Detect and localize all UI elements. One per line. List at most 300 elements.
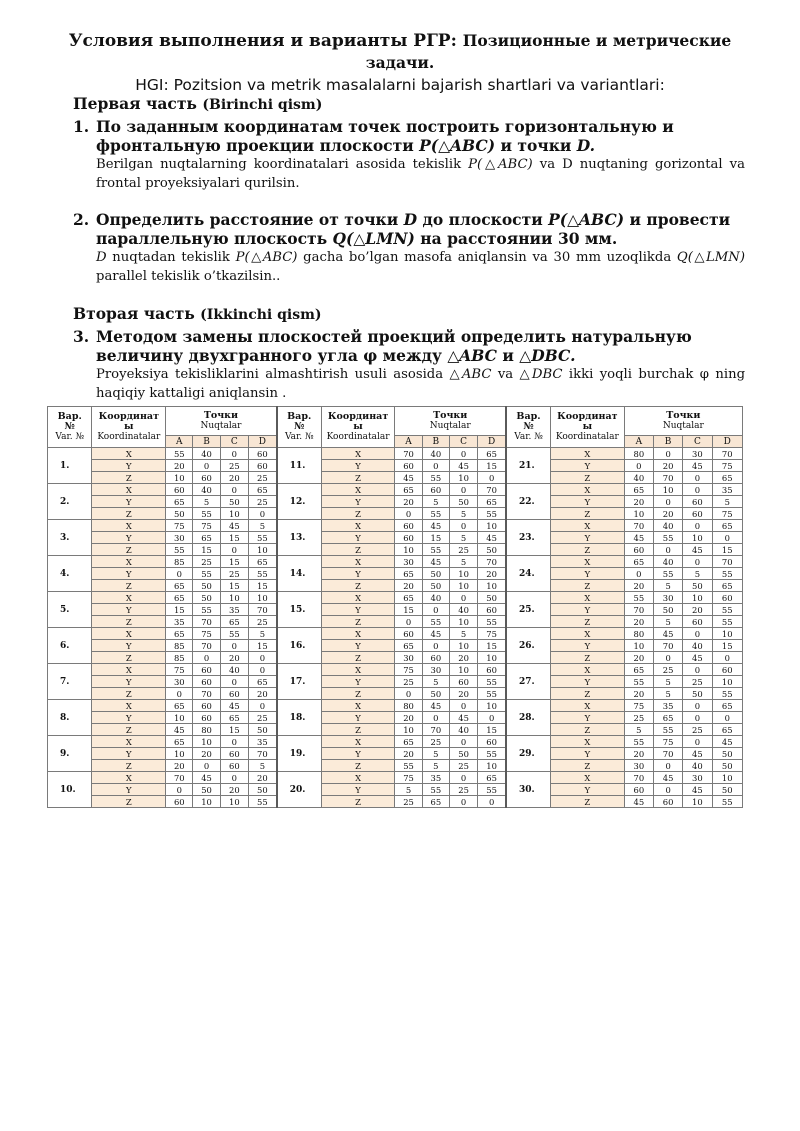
coordinate-value: 65 xyxy=(193,532,220,544)
coordinate-value: 0 xyxy=(220,448,248,460)
coordinate-value: 65 xyxy=(478,496,506,508)
coordinate-value: 55 xyxy=(478,616,506,628)
coordinate-value: 0 xyxy=(422,640,449,652)
coordinate-value: 0 xyxy=(166,784,193,796)
coordinate-value: 25 xyxy=(248,712,276,724)
coordinate-axis-x: X xyxy=(321,520,395,532)
coordinate-axis-z: Z xyxy=(92,580,166,592)
task-3-body-a: Proyeksiya tekisliklarini almashtirish usuli asosida xyxy=(96,367,444,382)
coordinate-value: 70 xyxy=(653,472,682,484)
coordinate-value: 40 xyxy=(683,760,712,772)
coordinate-value: 65 xyxy=(166,592,193,604)
coordinate-value: 0 xyxy=(449,796,477,808)
coordinate-value: 60 xyxy=(449,676,477,688)
coordinate-value: 0 xyxy=(653,760,682,772)
coordinate-value: 0 xyxy=(653,544,682,556)
coordinate-value: 60 xyxy=(653,796,682,808)
coordinate-value: 15 xyxy=(478,640,506,652)
coordinate-value: 70 xyxy=(653,748,682,760)
coordinate-value: 0 xyxy=(449,592,477,604)
coordinate-value: 10 xyxy=(712,628,742,640)
task-1-body-text: Berilgan nuqtalarning koordinatalari asosida tekislik xyxy=(96,157,462,172)
coordinate-axis-z: Z xyxy=(550,724,624,736)
coordinate-value: 75 xyxy=(166,520,193,532)
coordinate-value: 55 xyxy=(478,676,506,688)
coordinate-value: 0 xyxy=(422,604,449,616)
coordinate-value: 60 xyxy=(683,508,712,520)
coordinate-value: 10 xyxy=(624,508,653,520)
coordinate-value: 50 xyxy=(248,784,276,796)
variant-number: 2. xyxy=(48,484,92,520)
coordinate-value: 20 xyxy=(449,652,477,664)
coordinate-value: 25 xyxy=(220,568,248,580)
coordinate-axis-z: Z xyxy=(550,580,624,592)
coordinate-value: 35 xyxy=(248,736,276,748)
coordinate-value: 10 xyxy=(478,520,506,532)
coordinate-value: 55 xyxy=(478,784,506,796)
coordinate-axis-y: Y xyxy=(92,712,166,724)
coordinate-axis-x: X xyxy=(321,556,395,568)
variant-number: 15. xyxy=(277,592,321,628)
part-one-heading xyxy=(73,94,745,115)
coordinate-value: 25 xyxy=(683,676,712,688)
coordinate-value: 70 xyxy=(653,640,682,652)
header-point-b: B xyxy=(653,436,682,448)
coordinate-axis-x: X xyxy=(550,592,624,604)
coordinate-axis-x: X xyxy=(550,520,624,532)
part-two-heading xyxy=(73,304,745,325)
task-2-head-plane: P(△ABC) xyxy=(548,210,625,229)
coordinate-value: 0 xyxy=(220,544,248,556)
coordinate-value: 70 xyxy=(422,724,449,736)
coordinate-value: 20 xyxy=(624,616,653,628)
coordinate-value: 65 xyxy=(624,664,653,676)
coordinate-axis-x: X xyxy=(321,700,395,712)
coordinate-value: 65 xyxy=(166,736,193,748)
coordinate-value: 15 xyxy=(220,724,248,736)
coordinate-value: 0 xyxy=(193,460,220,472)
coordinate-value: 45 xyxy=(422,628,449,640)
coordinate-value: 75 xyxy=(193,520,220,532)
header-points-ru: Точки xyxy=(666,410,701,421)
coordinate-value: 15 xyxy=(712,544,742,556)
task-3-body-va: va xyxy=(497,367,514,382)
coordinate-axis-x: X xyxy=(321,592,395,604)
coordinate-value: 0 xyxy=(683,700,712,712)
coordinate-value: 45 xyxy=(653,772,682,784)
coordinate-axis-x: X xyxy=(92,628,166,640)
header-variant-no: № xyxy=(523,421,534,432)
coordinate-value: 10 xyxy=(166,472,193,484)
coordinate-axis-z: Z xyxy=(550,544,624,556)
coordinate-value: 70 xyxy=(624,520,653,532)
coordinate-value: 75 xyxy=(624,700,653,712)
coordinate-value: 50 xyxy=(193,592,220,604)
variant-number: 13. xyxy=(277,520,321,556)
coordinate-value: 0 xyxy=(395,508,422,520)
coordinate-value: 30 xyxy=(395,652,422,664)
coordinate-value: 60 xyxy=(220,748,248,760)
coordinate-value: 75 xyxy=(395,772,422,784)
coordinate-value: 5 xyxy=(395,784,422,796)
variant-number: 21. xyxy=(506,448,550,484)
table-row xyxy=(48,556,743,568)
task-3-head-abc: △ABC xyxy=(447,346,497,365)
coordinate-value: 0 xyxy=(478,472,506,484)
coordinate-axis-y: Y xyxy=(321,604,395,616)
coordinate-value: 40 xyxy=(449,604,477,616)
coordinate-axis-y: Y xyxy=(550,460,624,472)
coordinate-value: 55 xyxy=(422,472,449,484)
variants-table xyxy=(47,406,743,808)
coordinate-value: 10 xyxy=(166,748,193,760)
coordinate-axis-z: Z xyxy=(550,760,624,772)
coordinate-axis-y: Y xyxy=(550,640,624,652)
coordinate-value: 25 xyxy=(422,736,449,748)
coordinate-axis-z: Z xyxy=(321,616,395,628)
coordinate-axis-z: Z xyxy=(550,508,624,520)
coordinate-value: 20 xyxy=(653,460,682,472)
coordinate-value: 0 xyxy=(653,448,682,460)
coordinate-value: 0 xyxy=(478,796,506,808)
coordinate-value: 15 xyxy=(220,532,248,544)
coordinate-value: 40 xyxy=(220,664,248,676)
coordinate-value: 0 xyxy=(166,688,193,700)
coordinate-value: 50 xyxy=(166,508,193,520)
coordinate-value: 55 xyxy=(712,604,742,616)
table-header-row xyxy=(48,407,743,436)
coordinate-value: 30 xyxy=(683,772,712,784)
coordinate-axis-x: X xyxy=(550,736,624,748)
coordinate-value: 45 xyxy=(712,736,742,748)
coordinate-value: 45 xyxy=(220,700,248,712)
coordinate-value: 20 xyxy=(395,496,422,508)
variants-table-body xyxy=(48,448,743,808)
variant-number: 6. xyxy=(48,628,92,664)
coordinate-value: 55 xyxy=(712,616,742,628)
coordinate-axis-y: Y xyxy=(92,748,166,760)
coordinate-value: 10 xyxy=(220,508,248,520)
coordinate-axis-z: Z xyxy=(321,580,395,592)
variant-number: 18. xyxy=(277,700,321,736)
coordinate-axis-z: Z xyxy=(92,688,166,700)
coordinate-value: 40 xyxy=(193,484,220,496)
coordinate-value: 25 xyxy=(395,796,422,808)
coordinate-axis-x: X xyxy=(92,448,166,460)
coordinate-value: 0 xyxy=(395,688,422,700)
header-point-c: C xyxy=(683,436,712,448)
coordinate-value: 60 xyxy=(683,616,712,628)
coordinate-value: 30 xyxy=(653,592,682,604)
coordinate-value: 75 xyxy=(166,664,193,676)
coordinate-value: 55 xyxy=(624,676,653,688)
task-2-head-plane-q: Q(△LMN) xyxy=(332,229,415,248)
coordinate-axis-y: Y xyxy=(550,784,624,796)
coordinate-value: 45 xyxy=(166,724,193,736)
header-coord-ru-1: Координат xyxy=(557,411,618,422)
coordinate-value: 40 xyxy=(653,520,682,532)
coordinate-value: 80 xyxy=(193,724,220,736)
coordinate-value: 25 xyxy=(683,724,712,736)
coordinate-value: 20 xyxy=(193,748,220,760)
table-row xyxy=(48,652,743,664)
coordinate-value: 15 xyxy=(248,640,276,652)
coordinate-value: 0 xyxy=(683,556,712,568)
coordinate-value: 5 xyxy=(712,496,742,508)
header-points-ru: Точки xyxy=(203,410,239,421)
document-title xyxy=(60,30,740,74)
coordinate-axis-x: X xyxy=(550,448,624,460)
coordinate-value: 45 xyxy=(422,520,449,532)
title-line2: задачи. xyxy=(365,53,435,72)
header-points-uz: Nuqtalar xyxy=(429,421,471,431)
part-one xyxy=(73,94,745,403)
coordinate-value: 15 xyxy=(166,604,193,616)
coordinate-value: 40 xyxy=(683,640,712,652)
coordinate-value: 5 xyxy=(193,496,220,508)
task-2-body xyxy=(96,248,745,286)
coordinate-axis-y: Y xyxy=(550,568,624,580)
coordinate-value: 25 xyxy=(248,616,276,628)
task-3-head-and: и xyxy=(502,346,514,365)
coordinate-value: 70 xyxy=(624,772,653,784)
coordinate-value: 10 xyxy=(712,676,742,688)
coordinate-axis-x: X xyxy=(92,520,166,532)
coordinate-axis-z: Z xyxy=(92,508,166,520)
variant-number: 12. xyxy=(277,484,321,520)
coordinate-value: 70 xyxy=(712,556,742,568)
coordinate-value: 10 xyxy=(683,532,712,544)
coordinate-value: 20 xyxy=(683,604,712,616)
coordinate-value: 50 xyxy=(712,784,742,796)
coordinate-value: 55 xyxy=(653,532,682,544)
coordinate-value: 30 xyxy=(422,664,449,676)
table-row xyxy=(48,472,743,484)
coordinate-value: 5 xyxy=(683,568,712,580)
coordinate-value: 55 xyxy=(478,748,506,760)
coordinate-value: 55 xyxy=(220,628,248,640)
coordinate-axis-x: X xyxy=(321,772,395,784)
coordinate-value: 0 xyxy=(220,484,248,496)
coordinate-value: 60 xyxy=(193,664,220,676)
task-3-body-abc: △ABC xyxy=(449,367,492,382)
table-row xyxy=(48,568,743,580)
header-variant-ru: Вар. xyxy=(516,411,541,422)
coordinate-value: 20 xyxy=(248,772,276,784)
coordinate-value: 25 xyxy=(248,496,276,508)
part-two-uz: (Ikkinchi qism) xyxy=(200,307,322,323)
coordinate-value: 15 xyxy=(422,532,449,544)
coordinate-value: 35 xyxy=(422,772,449,784)
coordinate-value: 65 xyxy=(395,592,422,604)
coordinate-axis-z: Z xyxy=(92,472,166,484)
table-row xyxy=(48,484,743,496)
coordinate-value: 65 xyxy=(653,712,682,724)
coordinate-value: 65 xyxy=(248,484,276,496)
task-2-body-point: D xyxy=(96,250,107,265)
coordinate-value: 5 xyxy=(422,748,449,760)
coordinate-value: 40 xyxy=(422,448,449,460)
task-2-body-d: gacha bo’lgan masofa aniqlansin va 30 mm uzoqlikda xyxy=(303,250,672,265)
coordinate-axis-z: Z xyxy=(92,616,166,628)
variant-number: 7. xyxy=(48,664,92,700)
coordinate-value: 20 xyxy=(220,784,248,796)
coordinate-axis-y: Y xyxy=(550,532,624,544)
coordinate-value: 25 xyxy=(395,676,422,688)
coordinate-value: 30 xyxy=(166,676,193,688)
variant-number: 14. xyxy=(277,556,321,592)
coordinate-value: 70 xyxy=(166,772,193,784)
task-1-body-rest: va D nuqtaning gorizontal va frontal proyeksiyalari qurilsin. xyxy=(96,157,745,191)
coordinate-value: 0 xyxy=(248,664,276,676)
coordinate-value: 45 xyxy=(422,556,449,568)
coordinate-value: 20 xyxy=(624,496,653,508)
variant-number: 4. xyxy=(48,556,92,592)
coordinate-value: 60 xyxy=(166,796,193,808)
header-point-a: A xyxy=(624,436,653,448)
coordinate-value: 10 xyxy=(712,772,742,784)
coordinate-axis-z: Z xyxy=(92,724,166,736)
coordinate-value: 15 xyxy=(395,604,422,616)
task-3-body-dbc: △DBC xyxy=(519,367,563,382)
coordinate-value: 5 xyxy=(624,724,653,736)
coordinate-axis-x: X xyxy=(92,664,166,676)
task-3-heading xyxy=(96,327,745,365)
title-main: Условия выполнения и варианты РГР: xyxy=(68,31,457,51)
header-coord-uz: Koordinatalar xyxy=(326,432,390,442)
coordinate-value: 70 xyxy=(478,556,506,568)
coordinate-value: 70 xyxy=(248,748,276,760)
coordinate-value: 85 xyxy=(166,640,193,652)
coordinate-axis-y: Y xyxy=(321,460,395,472)
header-coordinates xyxy=(550,407,624,448)
coordinate-value: 5 xyxy=(449,532,477,544)
variant-number: 16. xyxy=(277,628,321,664)
coordinate-value: 35 xyxy=(166,616,193,628)
coordinate-value: 60 xyxy=(683,496,712,508)
table-row xyxy=(48,628,743,640)
coordinate-value: 65 xyxy=(166,496,193,508)
coordinate-axis-z: Z xyxy=(321,688,395,700)
header-coord-ru-2: ы xyxy=(353,421,363,432)
task-1-plane: P(△ABC) xyxy=(419,136,496,155)
coordinate-value: 0 xyxy=(683,664,712,676)
coordinate-value: 45 xyxy=(653,628,682,640)
coordinate-value: 65 xyxy=(166,700,193,712)
coordinate-value: 20 xyxy=(166,460,193,472)
coordinate-value: 30 xyxy=(624,760,653,772)
coordinate-value: 5 xyxy=(653,616,682,628)
coordinate-value: 30 xyxy=(395,556,422,568)
coordinate-value: 60 xyxy=(624,544,653,556)
coordinate-value: 45 xyxy=(193,772,220,784)
coordinate-value: 65 xyxy=(220,712,248,724)
variant-number: 19. xyxy=(277,736,321,772)
coordinate-axis-x: X xyxy=(550,664,624,676)
coordinate-value: 25 xyxy=(449,544,477,556)
coordinate-value: 60 xyxy=(478,736,506,748)
coordinate-axis-x: X xyxy=(550,484,624,496)
coordinate-axis-x: X xyxy=(550,556,624,568)
coordinate-value: 20 xyxy=(395,748,422,760)
coordinate-value: 20 xyxy=(220,652,248,664)
coordinate-value: 10 xyxy=(220,796,248,808)
coordinate-value: 70 xyxy=(193,616,220,628)
coordinate-value: 0 xyxy=(220,640,248,652)
coordinate-value: 50 xyxy=(193,580,220,592)
coordinate-value: 55 xyxy=(653,724,682,736)
coordinate-axis-z: Z xyxy=(321,652,395,664)
coordinate-value: 65 xyxy=(478,772,506,784)
coordinate-axis-x: X xyxy=(92,484,166,496)
header-points-uz: Nuqtalar xyxy=(662,421,704,431)
coordinate-axis-x: X xyxy=(92,772,166,784)
coordinate-value: 5 xyxy=(653,580,682,592)
coordinate-value: 50 xyxy=(449,748,477,760)
coordinate-value: 5 xyxy=(449,628,477,640)
coordinate-value: 65 xyxy=(395,568,422,580)
header-coord-uz: Koordinatalar xyxy=(555,432,619,442)
coordinate-axis-y: Y xyxy=(92,640,166,652)
coordinate-value: 50 xyxy=(193,784,220,796)
coordinate-value: 0 xyxy=(624,568,653,580)
coordinate-value: 65 xyxy=(712,700,742,712)
coordinate-value: 20 xyxy=(166,760,193,772)
coordinate-value: 55 xyxy=(653,568,682,580)
header-variant xyxy=(277,407,321,448)
coordinate-value: 65 xyxy=(248,676,276,688)
coordinate-axis-y: Y xyxy=(92,784,166,796)
coordinate-value: 0 xyxy=(712,532,742,544)
coordinate-value: 0 xyxy=(193,760,220,772)
coordinate-axis-x: X xyxy=(321,448,395,460)
coordinate-axis-z: Z xyxy=(550,616,624,628)
table-row xyxy=(48,592,743,604)
coordinate-axis-y: Y xyxy=(321,748,395,760)
coordinate-value: 65 xyxy=(624,484,653,496)
header-points xyxy=(624,407,742,436)
coordinate-value: 60 xyxy=(248,460,276,472)
coordinate-value: 0 xyxy=(683,520,712,532)
header-points-ru: Точки xyxy=(433,410,468,421)
coordinate-axis-x: X xyxy=(550,628,624,640)
coordinate-value: 25 xyxy=(653,664,682,676)
coordinate-value: 65 xyxy=(478,448,506,460)
coordinate-value: 10 xyxy=(248,544,276,556)
coordinate-value: 60 xyxy=(422,652,449,664)
coordinate-axis-x: X xyxy=(92,556,166,568)
coordinate-value: 0 xyxy=(449,520,477,532)
header-variant-ru: Вар. xyxy=(57,411,82,422)
coordinate-value: 20 xyxy=(478,568,506,580)
table-row xyxy=(48,508,743,520)
part-two-ru: Вторая часть xyxy=(73,304,195,323)
table-row xyxy=(48,616,743,628)
coordinate-value: 35 xyxy=(220,604,248,616)
variant-number: 3. xyxy=(48,520,92,556)
table-row xyxy=(48,496,743,508)
coordinate-value: 60 xyxy=(478,664,506,676)
variant-number: 27. xyxy=(506,664,550,700)
task-3 xyxy=(73,327,745,403)
task-2 xyxy=(73,210,745,286)
coordinate-value: 55 xyxy=(193,604,220,616)
coordinate-value: 0 xyxy=(449,448,477,460)
coordinate-value: 60 xyxy=(166,484,193,496)
coordinate-value: 55 xyxy=(712,688,742,700)
coordinate-value: 10 xyxy=(449,580,477,592)
table-row xyxy=(48,676,743,688)
